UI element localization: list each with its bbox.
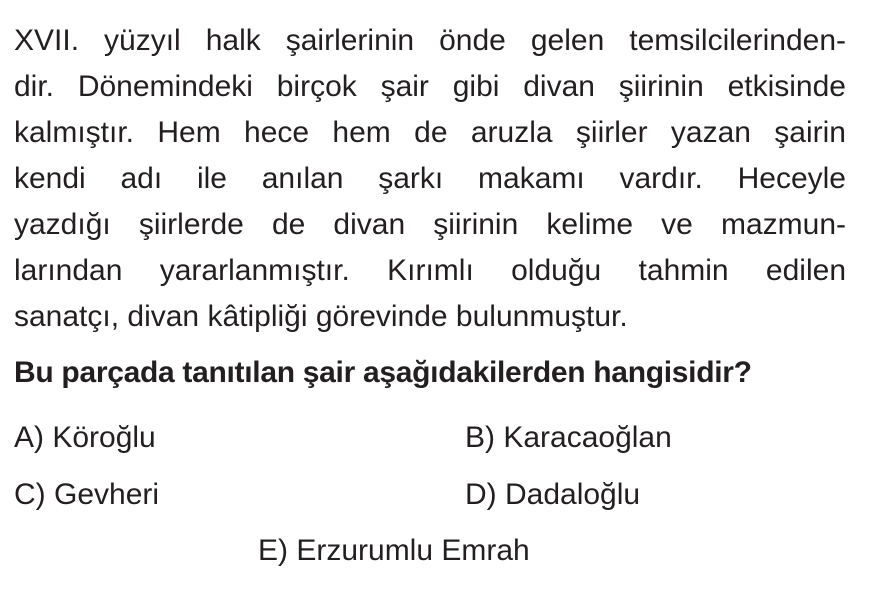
answer-option-e[interactable]: E) Erzurumlu Emrah bbox=[258, 534, 530, 567]
question-passage bbox=[14, 18, 846, 340]
passage-line: XVII. yüzyıl halk şairlerinin önde gelen temsilcilerinden- bbox=[14, 24, 846, 57]
passage-line: dir. Dönemindeki birçok şair gibi divan şiirinin etkisinde bbox=[14, 70, 846, 103]
question-stem: Bu parçada tanıtılan şair aşağıdakilerden hangisidir? bbox=[14, 356, 752, 389]
passage-line: yazdığı şiirlerde de divan şiirinin kelime ve mazmun- bbox=[14, 208, 846, 241]
passage-line: sanatçı, divan kâtipliği görevinde bulunmuştur. bbox=[14, 300, 628, 333]
answer-option-a[interactable]: A) Köroğlu bbox=[14, 421, 156, 454]
passage-line: kendi adı ile anılan şarkı makamı vardır. Heceyle bbox=[14, 162, 846, 195]
answer-option-d[interactable]: D) Dadaloğlu bbox=[465, 478, 641, 511]
answer-option-b[interactable]: B) Karacaoğlan bbox=[465, 421, 672, 454]
answer-option-c[interactable]: C) Gevheri bbox=[14, 478, 160, 511]
passage-line: larından yararlanmıştır. Kırımlı olduğu tahmin edilen bbox=[14, 254, 846, 287]
passage-line: kalmıştır. Hem hece hem de aruzla şiirler yazan şairin bbox=[14, 116, 846, 149]
